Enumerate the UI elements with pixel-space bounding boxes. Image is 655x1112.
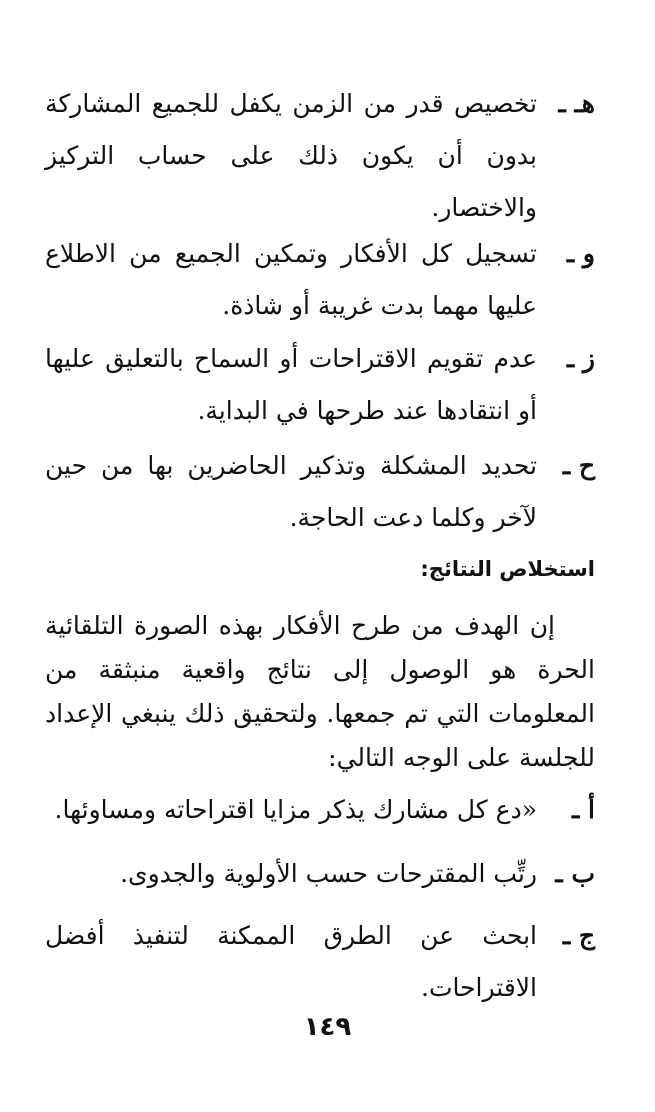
item-marker: ج ـ [562,921,595,950]
list-item [45,440,595,544]
section-paragraph: إن الهدف من طرح الأفكار بهذه الصورة التلقائية الحرة هو الوصول إلى نتائج واقعية منبثقة من المعلومات التي تم جمعها. ولتحقيق ذلك ينبغي الإعداد للجلسة على الوجه التالي: [45,611,595,772]
list-item [45,78,595,234]
section-heading: استخلاص النتائج: [420,557,595,581]
item-text: تسجيل كل الأفكار وتمكين الجميع من الاطلاع عليها مهما بدت غريبة أو شاذة. [45,239,537,320]
item-text: «دع كل مشارك يذكر مزايا اقتراحاته ومساوئها. [54,795,537,824]
item-marker: أ ـ [572,795,595,824]
item-text: تخصيص قدر من الزمن يكفل للجميع المشاركة بدون أن يكون ذلك على حساب التركيز والاختصار. [45,89,537,222]
item-marker: و ـ [566,239,595,268]
item-text: عدم تقويم الاقتراحات أو السماح بالتعليق عليها أو انتقادها عند طرحها في البداية. [45,344,537,425]
item-text: تحديد المشكلة وتذكير الحاضرين بها من حين لآخر وكلما دعت الحاجة. [45,451,537,532]
list-item [45,848,595,900]
item-marker: ب ـ [555,859,595,888]
item-marker: ز ـ [566,344,595,373]
item-marker: هـ ـ [558,89,595,118]
item-marker: ح ـ [562,451,595,480]
list-item [45,910,595,1014]
item-text: رتِّب المقترحات حسب الأولوية والجدوى. [120,859,537,888]
list-item [45,784,595,836]
list-item [45,333,595,437]
page-number: ١٤٩ [303,1012,352,1042]
item-text: ابحث عن الطرق الممكنة لتنفيذ أفضل الاقتراحات. [45,921,537,1002]
list-item [45,228,595,332]
